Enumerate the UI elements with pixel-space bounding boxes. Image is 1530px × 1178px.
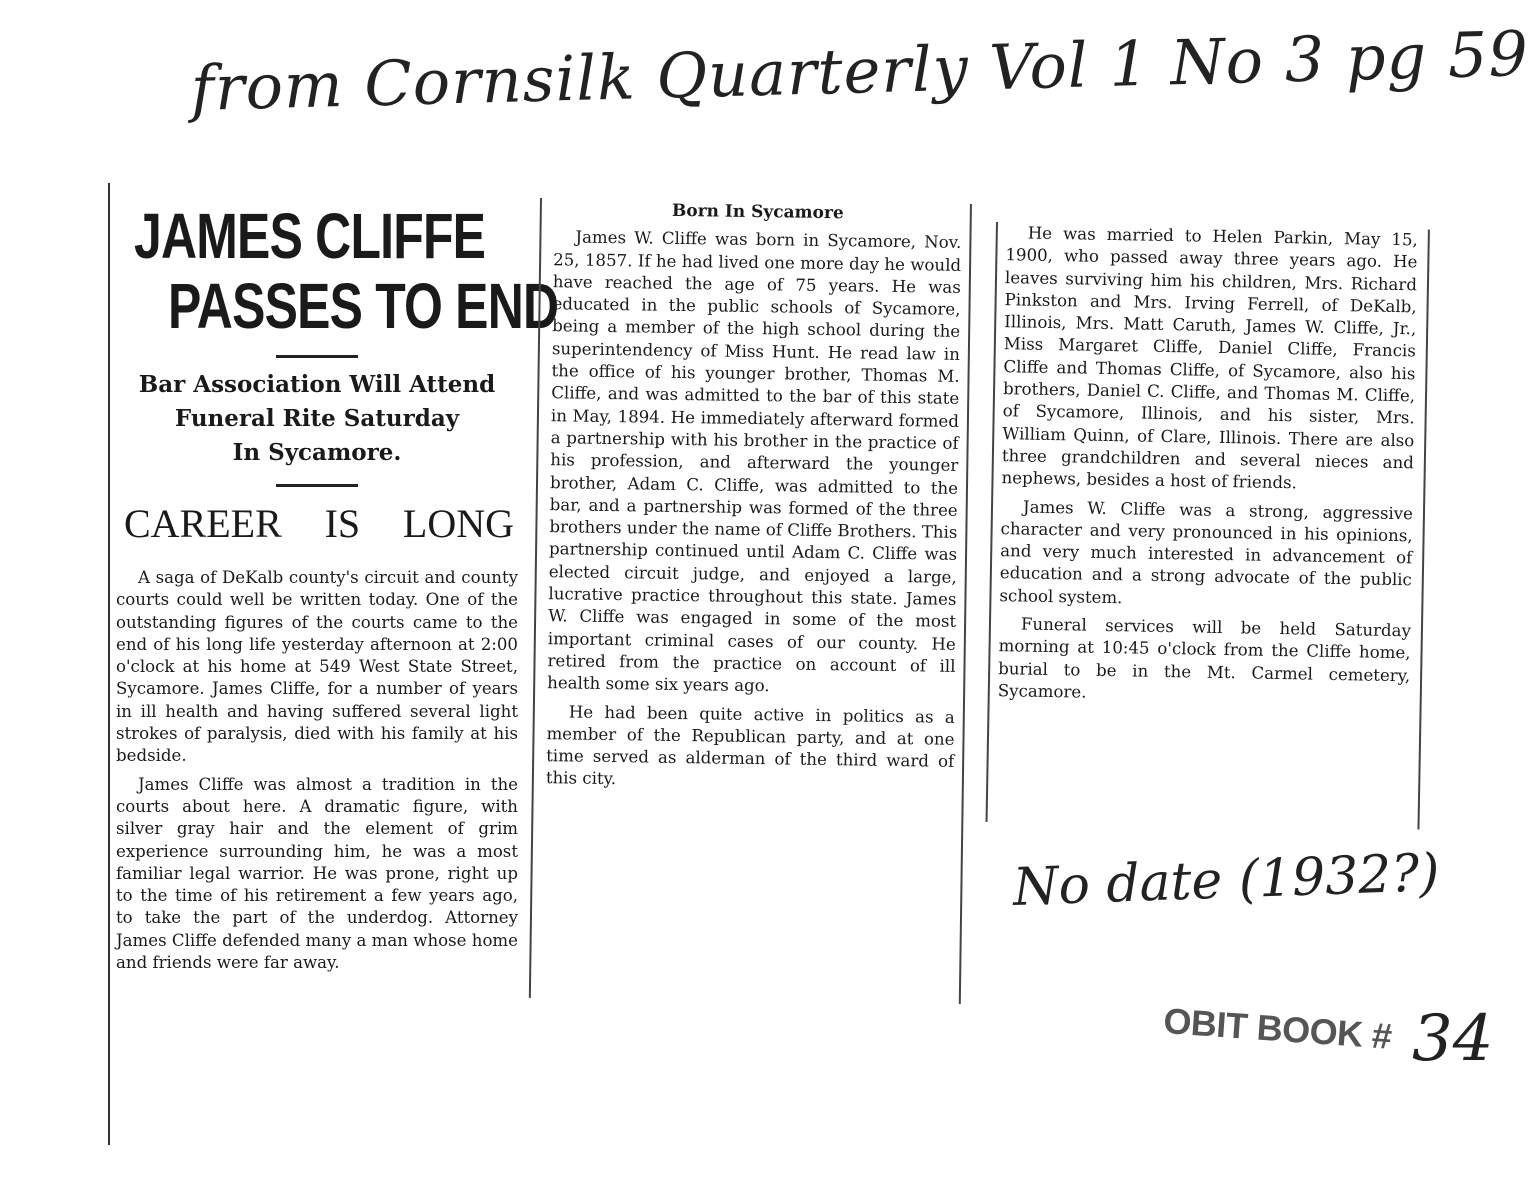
article-paragraph: He was married to Helen Parkin, May 15, 1900, who passed away three years ago. He leaves surviving him his children, Mrs. Richard Pinkston and Mrs. Irving Ferrell, of DeKalb, Illinois, Mrs. Matt Caruth, James W. Cliffe, Jr., Miss Margaret Cliffe, Daniel Cliffe, Francis Cliffe and Thomas Cliffe, of Sycamore, also his brothers, Daniel C. Cliffe, and Thomas M. Cliffe, of Sycamore, Illinois, and his sister, Mrs. William Quinn, of Clare, Illinois. There are also three grandchildren and several nieces and nephews, besides a host of friends. <box>1001 223 1418 493</box>
article-paragraph: Funeral services will be held Saturday morning at 10:45 o'clock from the Cliffe home, burial to be in the Mt. Carmel cemetery, Sycamore. <box>997 614 1412 702</box>
article-paragraph: James Cliffe was almost a tradition in the courts about here. A dramatic figure, with silver gray hair and the element of grim experience surrounding him, he was a most familiar legal warrior. He was prone, right up to the time of his retirement a few years ago, to take the part of the underdog. Attorney James Cliffe defended many a man whose home and friends were far away. <box>116 774 518 973</box>
divider-rule <box>276 355 358 358</box>
born-in-sycamore-subhead: Born In Sycamore <box>671 200 844 224</box>
article-paragraph: James W. Cliffe was a strong, aggressive character and very pronounced in his opinions, and very much interested in advancement of education and a strong advocate of the public school system. <box>999 497 1414 608</box>
headline-line-2: PASSES TO END <box>168 270 559 342</box>
article-paragraph: James W. Cliffe was born in Sycamore, Nov. 25, 1857. If he had lived one more day he would have reached the age of 75 years. He was educated in the public schools of Sycamore, being a member of the high school during the superintendency of Miss Hunt. He read law in the office of his younger brother, Thomas M. Cliffe, and was admitted to the bar of this state in May, 1894. He immediately afterward formed a partnership with his brother in the practice of his profession, and afterward the younger brother, Adam C. Cliffe, was admitted to the bar, and a partnership was formed of the three brothers under the name of Cliffe Brothers. This partnership continued until Adam C. Cliffe was elected circuit judge, and enjoyed a large, lucrative practice throughout this state. James W. Cliffe was engaged in some of the most important criminal cases of our county. He retired from the practice on account of ill health some six years ago. <box>547 227 962 696</box>
divider-rule <box>276 484 358 487</box>
article-paragraph: A saga of DeKalb county's circuit and county courts could well be written today. One of the outstanding figures of the courts came to the end of his long life yesterday afternoon at 2:00 o'clock at his home at 549 West State Street, Sycamore. James Cliffe, for a number of years in ill health and having suffered several light strokes of paralysis, died with his family at his bedside. <box>116 568 518 766</box>
career-subheadline: CAREER IS LONG <box>124 501 514 546</box>
handwritten-date-note: No date (1932?) <box>1012 843 1441 918</box>
deck-line-2: Funeral Rite Saturday <box>174 405 460 432</box>
deck-line-3: In Sycamore. <box>232 439 402 466</box>
obit-book-stamp: OBIT BOOK # <box>1162 1000 1393 1057</box>
headline-line-1: JAMES CLIFFE <box>134 200 486 272</box>
article-column-1 <box>108 183 559 1145</box>
deck-line-1: Bar Association Will Attend <box>138 371 496 398</box>
article-paragraph: He had been quite active in politics as a member of the Republican party, and at one time served as alderman of the third ward of this city. <box>545 701 955 789</box>
handwritten-source-note: from Cornsilk Quarterly Vol 1 No 3 pg 59 <box>190 16 1530 125</box>
handwritten-obit-number: 34 <box>1412 1002 1494 1076</box>
article-column-3 <box>986 222 1430 829</box>
article-column-2 <box>529 198 972 1004</box>
